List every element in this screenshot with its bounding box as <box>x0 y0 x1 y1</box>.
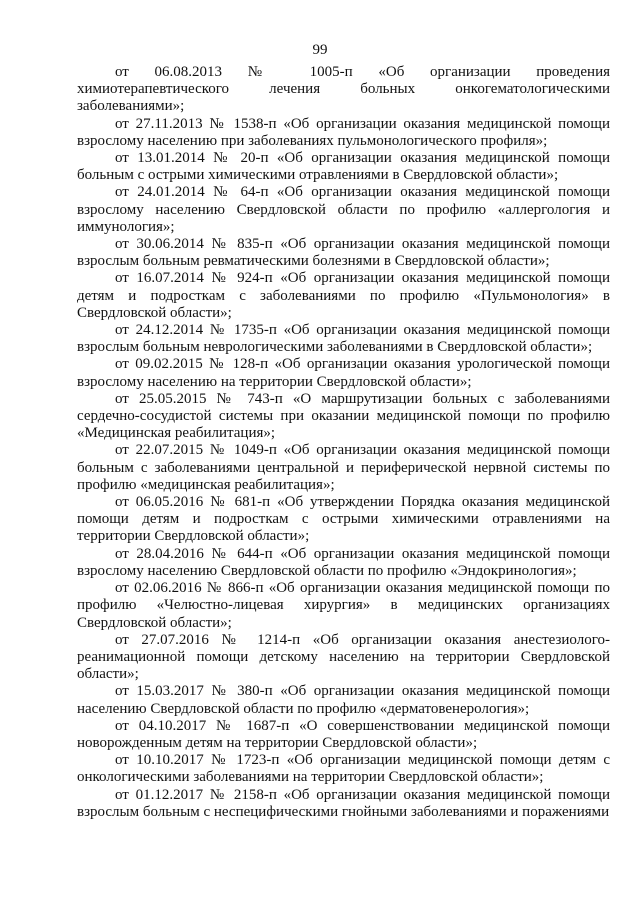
order-item: от 10.10.2017 № 1723-п «Об организации медицинской помощи детям с онкологическими заболеваниями на территории Свердловской области»; <box>77 752 610 786</box>
order-item: от 24.01.2014 № 64-п «Об организации оказания медицинской помощи взрослому населению Свердловской области по профилю «аллергология и иммунология»; <box>77 184 610 235</box>
order-item: от 09.02.2015 № 128-п «Об организации оказания урологической помощи взрослому населению на территории Свердловской области»; <box>77 356 610 390</box>
order-item: от 30.06.2014 № 835-п «Об организации оказания медицинской помощи взрослым больным ревматическими болезнями в Свердловской области»; <box>77 236 610 270</box>
order-item: от 27.11.2013 № 1538-п «Об организации оказания медицинской помощи взрослому населению при заболеваниях пульмонологического профиля»; <box>77 115 610 149</box>
order-item: от 28.04.2016 № 644-п «Об организации оказания медицинской помощи взрослому населению Свердловской области по профилю «Эндокринология»; <box>77 545 610 579</box>
order-item: от 04.10.2017 № 1687-п «О совершенствовании медицинской помощи новорожденным детям на территории Свердловской области»; <box>77 717 610 751</box>
order-item: от 25.05.2015 № 743-п «О маршрутизации больных с заболеваниями сердечно-сосудистой системы при оказании медицинской помощи по профилю «Медицинская реабилитация»; <box>77 390 610 442</box>
order-list <box>77 64 610 821</box>
order-item: от 16.07.2014 № 924-п «Об организации оказания медицинской помощи детям и подросткам с заболеваниями по профилю «Пульмонология» в Свердловской области»; <box>77 270 610 321</box>
order-item: от 01.12.2017 № 2158-п «Об организации оказания медицинской помощи взрослым больным с неспецифическими гнойными заболеваниями и поражениями <box>77 786 610 820</box>
order-item: от 22.07.2015 № 1049-п «Об организации оказания медицинской помощи больным с заболеваниями центральной и периферической нервной системы по профилю «медицинская реабилитация»; <box>77 442 610 493</box>
order-item: от 06.08.2013 № 1005-п «Об организации проведения химиотерапевтического лечения больных онкогематологическими заболеваниями»; <box>77 64 610 115</box>
order-item: от 13.01.2014 № 20-п «Об организации оказания медицинской помощи больным с острыми химическими отравлениями в Свердловской области»; <box>77 150 610 184</box>
page-number: 99 <box>312 42 328 58</box>
order-item: от 27.07.2016 № 1214-п «Об организации оказания анестезиолого-реанимационной помощи детскому населению на территории Свердловской области»; <box>77 631 610 683</box>
order-item: от 02.06.2016 № 866-п «Об организации оказания медицинской помощи по профилю «Челюстно-лицевая хирургия» в медицинских организациях Свердловской области»; <box>77 580 610 631</box>
order-item: от 06.05.2016 № 681-п «Об утверждении Порядка оказания медицинской помощи детям и подросткам с острыми химическими отравлениями на территории Свердловской области»; <box>77 494 610 545</box>
order-item: от 24.12.2014 № 1735-п «Об организации оказания медицинской помощи взрослым больным неврологическими заболеваниями в Свердловской области»; <box>77 322 610 356</box>
order-item: от 15.03.2017 № 380-п «Об организации оказания медицинской помощи населению Свердловской области по профилю «дерматовенерология»; <box>77 683 610 717</box>
